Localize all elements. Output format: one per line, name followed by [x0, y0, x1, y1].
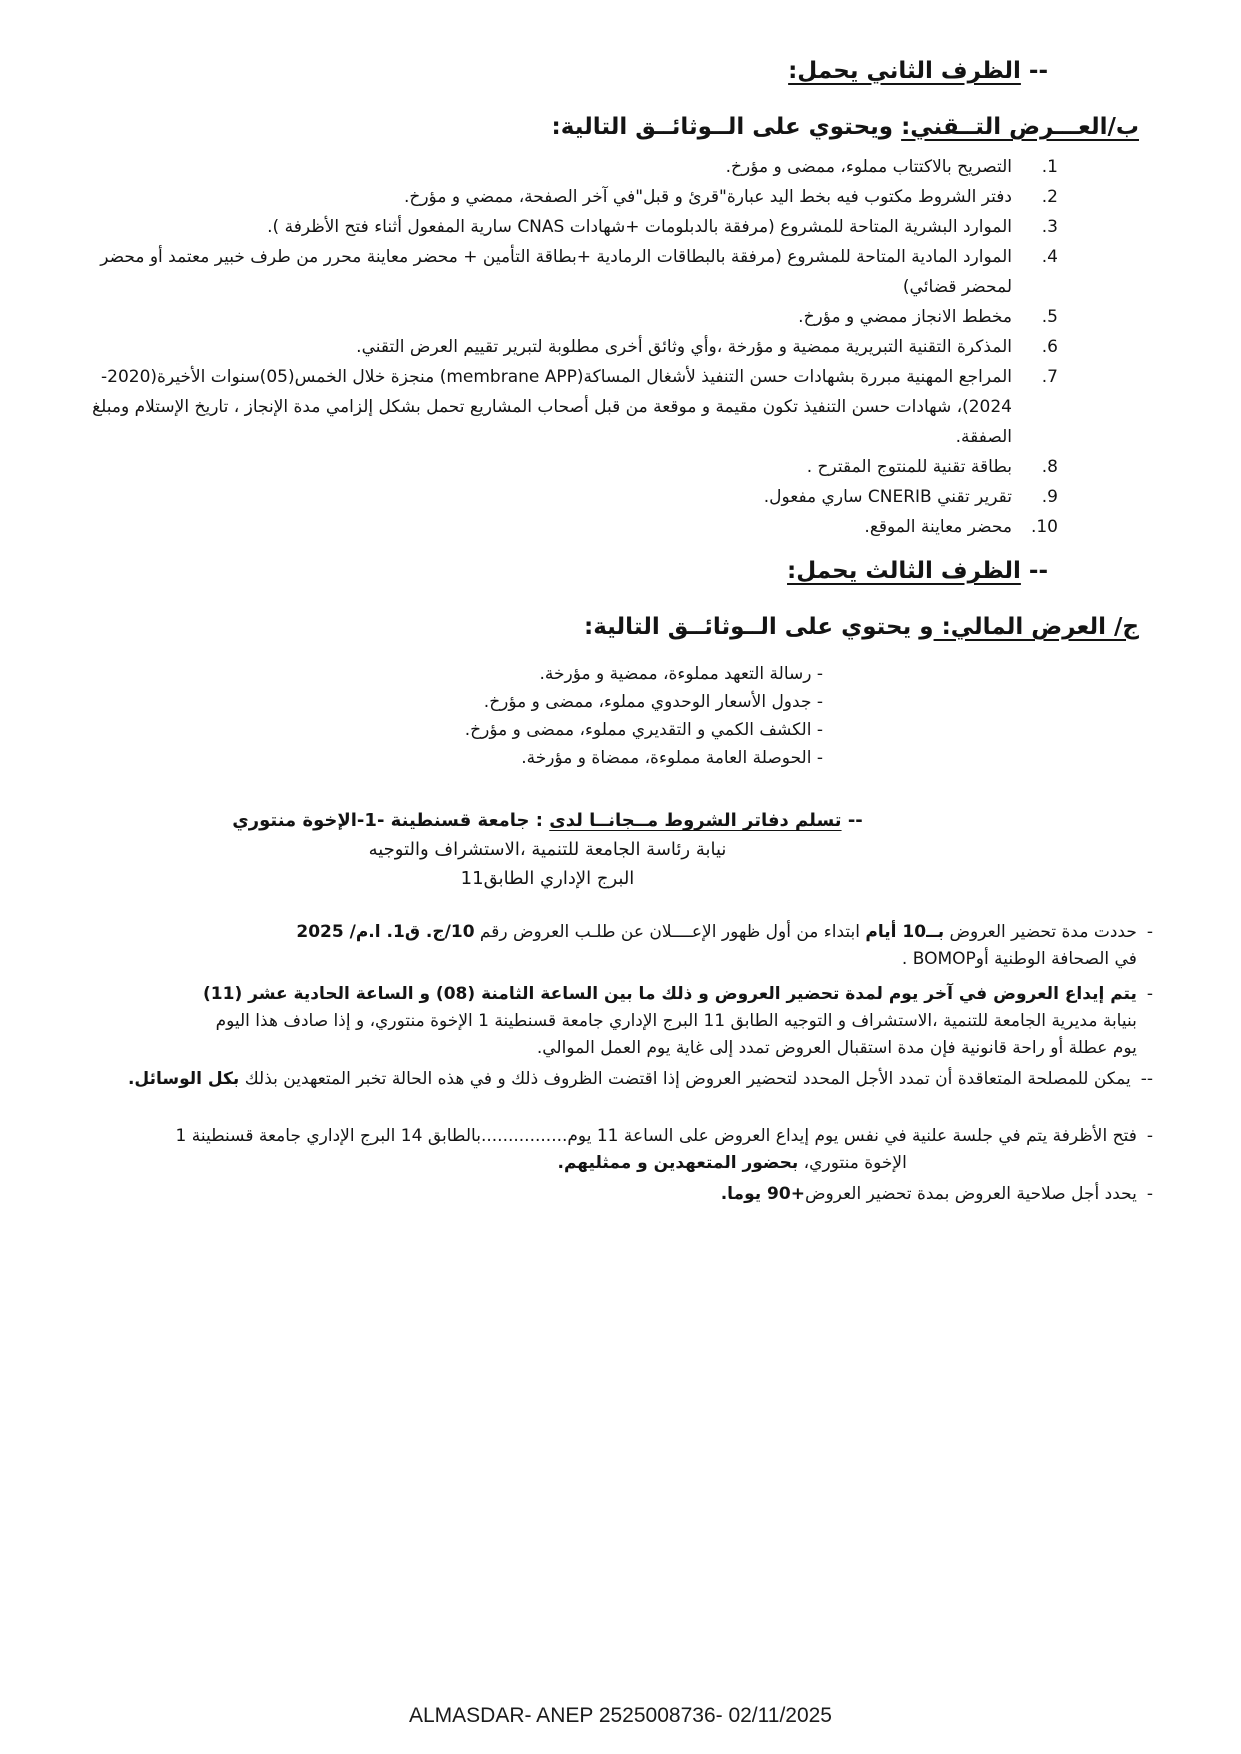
financial-offer-heading	[56, 614, 1139, 640]
offer-validity-bullet	[56, 1181, 1153, 1208]
financial-documents-list	[56, 660, 823, 772]
prep-seg1: حددت مدة تحضير العروض	[944, 922, 1137, 942]
item-number: 6.	[1041, 337, 1058, 357]
preparation-duration-text	[56, 919, 1137, 973]
list-item: - رسالة التعهد مملوءة، ممضية و مؤرخة.	[539, 664, 823, 684]
list-item	[56, 332, 1058, 362]
technical-offer-subtitle: ويحتوي على الــوثائــق التالية:	[551, 114, 902, 140]
envelope3-heading	[56, 558, 1048, 584]
bullet-double-dash: --	[1140, 1069, 1153, 1089]
prep-press-line: في الصحافة الوطنية أوBOMOP .	[901, 949, 1137, 969]
page-content	[56, 58, 1153, 1208]
list-item	[56, 302, 1058, 332]
deposit-hours-line: يتم إيداع العروض في آخر يوم لمدة تحضير العروض و ذلك ما بين الساعة الثامنة (08) و الساعة الحادية عشر (11)	[202, 984, 1137, 1004]
item-number: 4.	[1041, 247, 1058, 267]
cahier-line3: البرج الإداري الطابق11	[460, 868, 635, 889]
envelope3-dash-prefix: --	[1020, 558, 1048, 584]
item-text: مخطط الانجاز ممضي و مؤرخ.	[798, 307, 1012, 327]
envelope2-heading	[56, 58, 1048, 84]
list-item	[56, 212, 1058, 242]
item-text: بطاقة تقنية للمنتوج المقترح .	[806, 457, 1012, 477]
item-number: 5.	[1041, 307, 1058, 327]
deposit-text	[56, 981, 1137, 1062]
list-item: - الحوصلة العامة مملوءة، ممضاة و مؤرخة.	[521, 748, 823, 768]
envelope-opening-bullet	[56, 1123, 1153, 1177]
deposit-holiday-line: يوم عطلة أو راحة قانونية فإن مدة استقبال العروض تمدد إلى غاية يوم العمل الموالي.	[536, 1038, 1137, 1058]
item-text: التصريح بالاكتتاب مملوء، ممضى و مؤرخ.	[725, 157, 1012, 177]
validity-text	[56, 1181, 1137, 1208]
deposit-bullet	[56, 981, 1153, 1062]
cahier-retrieval-notice	[0, 806, 1096, 893]
envelope2-heading-text: الظرف الثاني يحمل:	[788, 58, 1021, 84]
item-number: 10.	[1030, 517, 1058, 537]
list-item	[56, 152, 1058, 182]
item-number: 7.	[1041, 367, 1058, 387]
tender-reference-number: 10/ج. ق1. ا.م/ 2025	[296, 922, 475, 942]
item-text: دفتر الشروط مكتوب فيه بخط اليد عبارة"قرئ و قبل"في آخر الصفحة، ممضي و مؤرخ.	[403, 187, 1012, 207]
item-text: المراجع المهنية مبررة بشهادات حسن التنفيذ لأشغال المساكة(membrane APP) منجزة خلال الخمس(05)سنوات الأخيرة(2020-2024)، شهادات حسن التنفيذ تكون مقيمة و موقعة من قبل أصحاب المشاريع تحمل بشكل إلزامي مدة الإنجاز ، تاريخ الإستلام ومبلغ الصفقة.	[92, 367, 1012, 447]
technical-documents-list	[56, 152, 1058, 542]
item-text: المذكرة التقنية التبريرية ممضية و مؤرخة ،وأي وثائق أخرى مطلوبة لتبرير تقييم العرض التقني.	[356, 337, 1012, 357]
bullet-dash: -	[1146, 984, 1153, 1004]
list-item: - الكشف الكمي و التقديري مملوء، ممضى و مؤرخ.	[464, 720, 823, 740]
bullet-dash: -	[1146, 1126, 1153, 1146]
anep-footer: ALMASDAR- ANEP 2525008736- 02/11/2025	[408, 1704, 832, 1727]
item-text: محضر معاينة الموقع.	[864, 517, 1012, 537]
list-item	[56, 242, 1058, 302]
validity-duration-value: +90 يوما.	[720, 1184, 805, 1204]
extension-text	[56, 1066, 1131, 1093]
item-text: الموارد المادية المتاحة للمشروع (مرفقة بالبطاقات الرمادية +بطاقة التأمين + محضر معاينة محرر من طرف خبير معتمد أو محضر لمحضر قضائي)	[100, 247, 1012, 297]
financial-offer-subtitle: و يحتوي على الــوثائــق التالية:	[584, 614, 934, 640]
cahier-dash-prefix: --	[841, 810, 863, 831]
validity-body: يحدد أجل صلاحية العروض بمدة تحضير العروض	[804, 1184, 1137, 1204]
opening-attendance-line	[56, 1150, 907, 1177]
opening-line2-bold: بحضور المتعهدين و ممثليهم.	[557, 1153, 799, 1173]
extension-bold-tail: بكل الوسائل.	[127, 1069, 240, 1089]
cahier-underlined-text: تسلم دفاتر الشروط مــجانــا لدى	[549, 810, 842, 831]
envelope2-dash-prefix: --	[1020, 58, 1048, 84]
item-number: 3.	[1041, 217, 1058, 237]
extension-note	[56, 1066, 1153, 1093]
bullet-dash: -	[1146, 1184, 1153, 1204]
cahier-line1	[0, 806, 1096, 835]
deposit-address-line: بنيابة مديرية الجامعة للتنمية ،الاستشراف و التوجيه الطابق 11 البرج الإداري جامعة قسنطينة 1 الإخوة منتوري، و إذا صادف هذا اليوم	[215, 1011, 1137, 1031]
technical-offer-heading	[56, 114, 1139, 140]
list-item: - جدول الأسعار الوحدوي مملوء، ممضى و مؤرخ.	[483, 692, 823, 712]
list-item	[56, 452, 1058, 482]
opening-session-line: فتح الأظرفة يتم في جلسة علنية في نفس يوم إيداع العروض على الساعة 11 يوم................بالطابق 14 البرج الإداري جامعة قسنطينة 1	[175, 1126, 1137, 1146]
financial-offer-title: ج/ العرض المالي:	[933, 614, 1139, 640]
list-item	[56, 482, 1058, 512]
item-number: 8.	[1041, 457, 1058, 477]
prep-duration-value: بــ10 أيام	[865, 922, 945, 942]
list-item	[56, 512, 1058, 542]
technical-offer-title: ب/العـــرض التــقني:	[901, 114, 1139, 140]
preparation-duration-bullet	[56, 919, 1153, 973]
item-text: الموارد البشرية المتاحة للمشروع (مرفقة بالدبلومات +شهادات CNAS سارية المفعول أثناء فتح الأظرفة ).	[267, 217, 1012, 237]
bullet-dash: -	[1146, 922, 1153, 942]
list-item	[56, 182, 1058, 212]
opening-text	[56, 1123, 1137, 1177]
item-number: 2.	[1041, 187, 1058, 207]
item-number: 9.	[1041, 487, 1058, 507]
list-item	[56, 362, 1058, 452]
envelope3-heading-text: الظرف الثالث يحمل:	[787, 558, 1021, 584]
item-text: تقرير تقني CNERIB ساري مفعول.	[763, 487, 1012, 507]
cahier-line2: نيابة رئاسة الجامعة للتنمية ،الاستشراف والتوجيه	[368, 839, 727, 860]
extension-body: يمكن للمصلحة المتعاقدة أن تمدد الأجل المحدد لتحضير العروض إذا اقتضت الظروف ذلك و في هذه الحالة تخبر المتعهدين بذلك	[239, 1069, 1131, 1089]
cahier-location: : جامعة قسنطينة -1-الإخوة منتوري	[232, 810, 550, 831]
item-number: 1.	[1041, 157, 1058, 177]
prep-seg2: ابتداء من أول ظهور الإعــــلان عن طلـب العروض رقم	[474, 922, 866, 942]
opening-line2-normal: الإخوة منتوري،	[798, 1153, 907, 1173]
